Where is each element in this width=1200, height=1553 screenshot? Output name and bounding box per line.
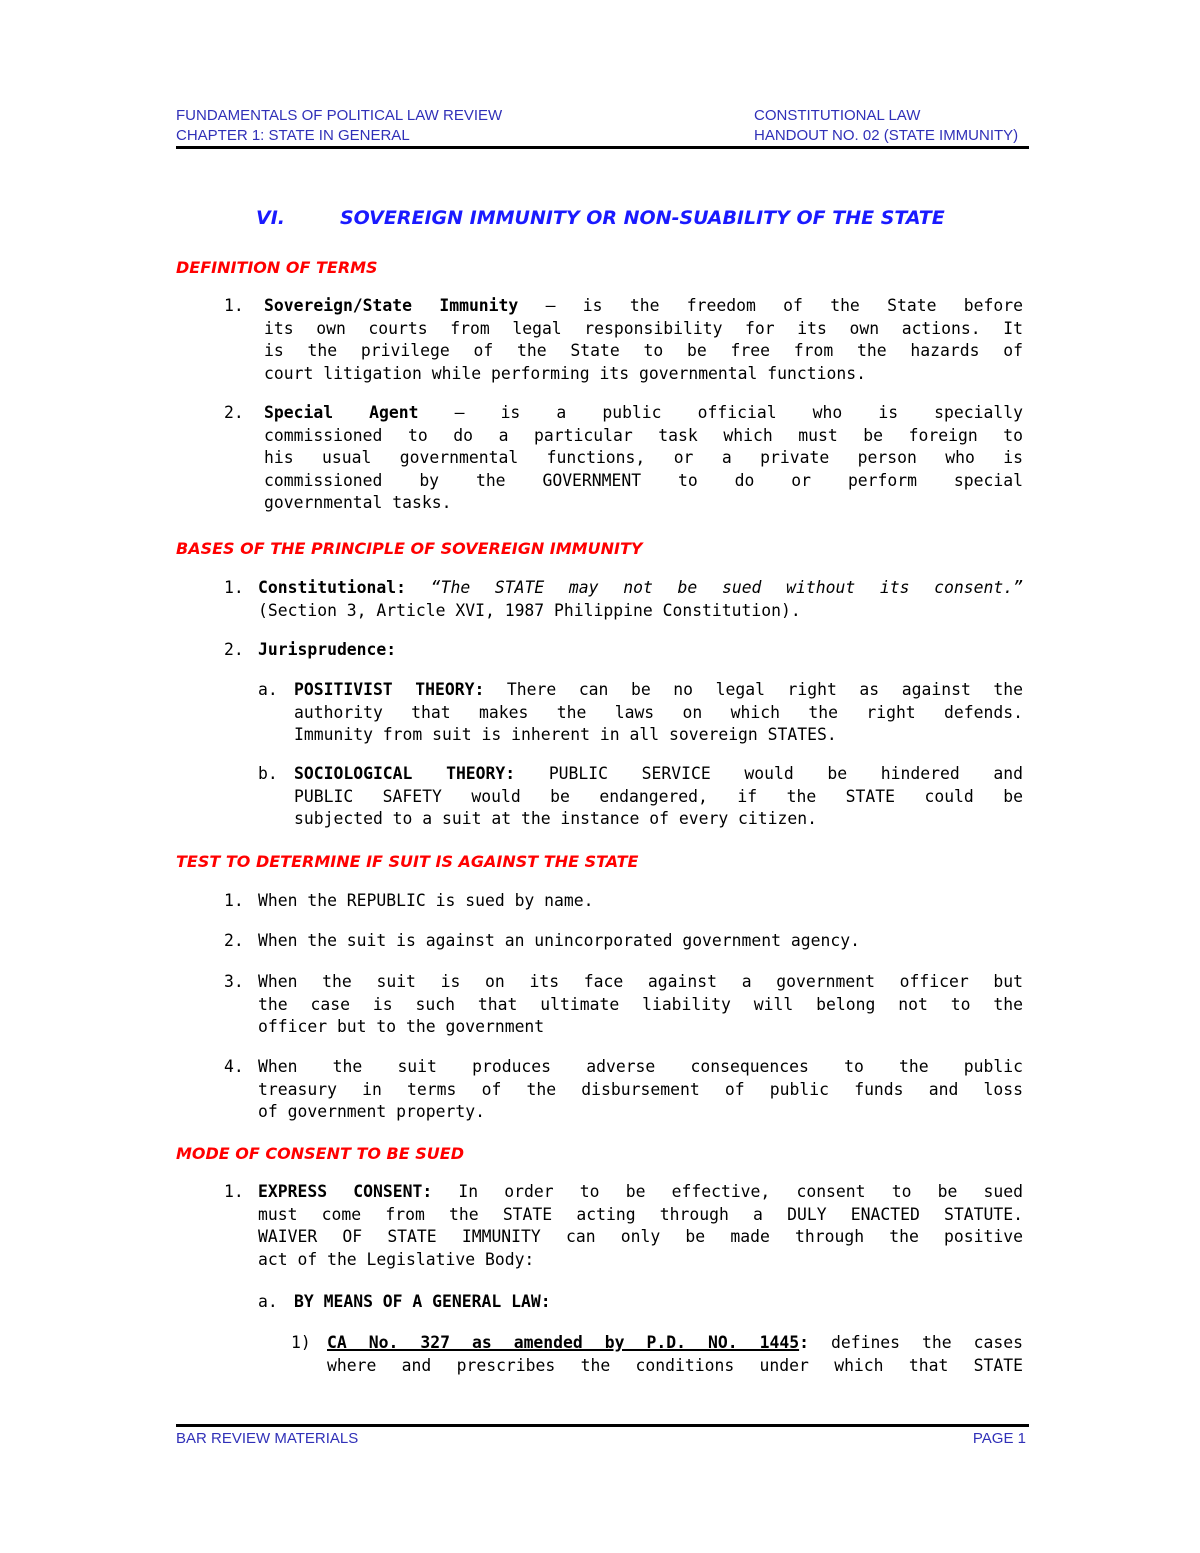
definition-line: court litigation while performing its governmental functions. (264, 363, 866, 383)
footer-divider (176, 1424, 1029, 1427)
section-test: TEST TO DETERMINE IF SUIT IS AGAINST THE STATE (176, 852, 639, 871)
definition-line: commissioned to do a particular task which must be foreign to (264, 425, 1023, 445)
list-marker: 3. (224, 972, 244, 991)
definition-line: commissioned by the GOVERNMENT to do or perform special (264, 470, 1023, 490)
test-line: When the suit is against an unincorporated government agency. (258, 931, 860, 950)
theory-line: Immunity from suit is inherent in all sovereign STATES. (294, 725, 837, 744)
title-number: VI. (256, 207, 285, 229)
list-marker: 2. (224, 640, 244, 659)
general-law-label: BY MEANS OF A GENERAL LAW: (294, 1292, 551, 1311)
test-line: officer but to the government (258, 1017, 545, 1036)
header-subject: CONSTITUTIONAL LAW (754, 107, 921, 124)
test-line: When the suit produces adverse consequences to the public (258, 1057, 1023, 1076)
section-definition: DEFINITION OF TERMS (176, 258, 378, 277)
mode-line: act of the Legislative Body: (258, 1249, 535, 1269)
list-marker: 1) (291, 1333, 311, 1352)
express-consent-label: EXPRESS CONSENT: (258, 1182, 433, 1201)
list-marker: 1. (224, 1182, 244, 1201)
section-bases: BASES OF THE PRINCIPLE OF SOVEREIGN IMMUNITY (176, 539, 643, 558)
mode-line: WAIVER OF STATE IMMUNITY can only be made through the positive (258, 1227, 1023, 1246)
list-marker: 2. (224, 403, 244, 422)
test-line: the case is such that ultimate liability will belong not to the (258, 994, 1023, 1014)
mode-line: In order to be effective, consent to be sued (458, 1182, 1023, 1201)
constitutional-citation: (Section 3, Article XVI, 1987 Philippine Constitution). (258, 600, 801, 620)
ca-327-citation: CA No. 327 as amended by P.D. NO. 1445 (327, 1333, 800, 1352)
sociological-theory-label: SOCIOLOGICAL THEORY: (294, 764, 516, 783)
bases-label-constitutional: Constitutional: (258, 578, 407, 597)
section-mode: MODE OF CONSENT TO BE SUED (176, 1144, 464, 1163)
definition-line: his usual governmental functions, or a private person who is (264, 448, 1023, 467)
page-number: PAGE 1 (972, 1430, 1026, 1447)
footer-left: BAR REVIEW MATERIALS (176, 1430, 359, 1447)
theory-line: PUBLIC SERVICE would be hindered and (548, 764, 1023, 783)
definition-line: is the freedom of the State before (582, 296, 1023, 315)
test-line: When the suit is on its face against a government officer but (258, 972, 1023, 991)
theory-line: subjected to a suit at the instance of every citizen. (294, 809, 818, 828)
test-line: treasury in terms of the disbursement of public funds and loss (258, 1079, 1023, 1099)
list-marker: a. (258, 1292, 278, 1311)
list-marker: 4. (224, 1057, 244, 1076)
list-marker: b. (258, 764, 278, 783)
list-marker: 2. (224, 931, 244, 950)
positivist-theory-label: POSITIVIST THEORY: (294, 680, 485, 699)
theory-line: There can be no legal right as against the (506, 680, 1023, 699)
list-marker: 1. (224, 296, 244, 315)
header-handout: HANDOUT NO. 02 (STATE IMMUNITY) (754, 127, 1019, 144)
header-course: FUNDAMENTALS OF POLITICAL LAW REVIEW (176, 107, 503, 124)
mode-line: where and prescribes the conditions under which that STATE (327, 1355, 1023, 1375)
bases-label-jurisprudence: Jurisprudence: (258, 640, 397, 659)
mode-line: defines the cases (830, 1333, 1023, 1352)
term-special-agent: Special Agent (264, 403, 419, 422)
header-divider (176, 146, 1029, 149)
term-sovereign-immunity: Sovereign/State Immunity (264, 296, 519, 315)
constitutional-quote: “The STATE may not be sued without its consent.” (430, 578, 1023, 597)
header-chapter: CHAPTER 1: STATE IN GENERAL (176, 127, 410, 144)
list-marker: 1. (224, 891, 244, 910)
title-text: SOVEREIGN IMMUNITY OR NON-SUABILITY OF THE STATE (340, 207, 945, 229)
list-marker: 1. (224, 578, 244, 597)
definition-line: its own courts from legal responsibility for its own actions. It (264, 318, 1023, 338)
theory-line: authority that makes the laws on which the right defends. (294, 702, 1023, 722)
definition-line: governmental tasks. (264, 493, 452, 512)
definition-line: is a public official who is specially (500, 403, 1023, 422)
citation-colon: : (799, 1333, 809, 1352)
test-line: When the REPUBLIC is sued by name. (258, 891, 594, 910)
definition-line: is the privilege of the State to be free from the hazards of (264, 341, 1023, 360)
test-line: of government property. (258, 1102, 485, 1121)
theory-line: PUBLIC SAFETY would be endangered, if the STATE could be (294, 786, 1023, 806)
mode-line: must come from the STATE acting through a DULY ENACTED STATUTE. (258, 1204, 1023, 1224)
list-marker: a. (258, 680, 278, 699)
